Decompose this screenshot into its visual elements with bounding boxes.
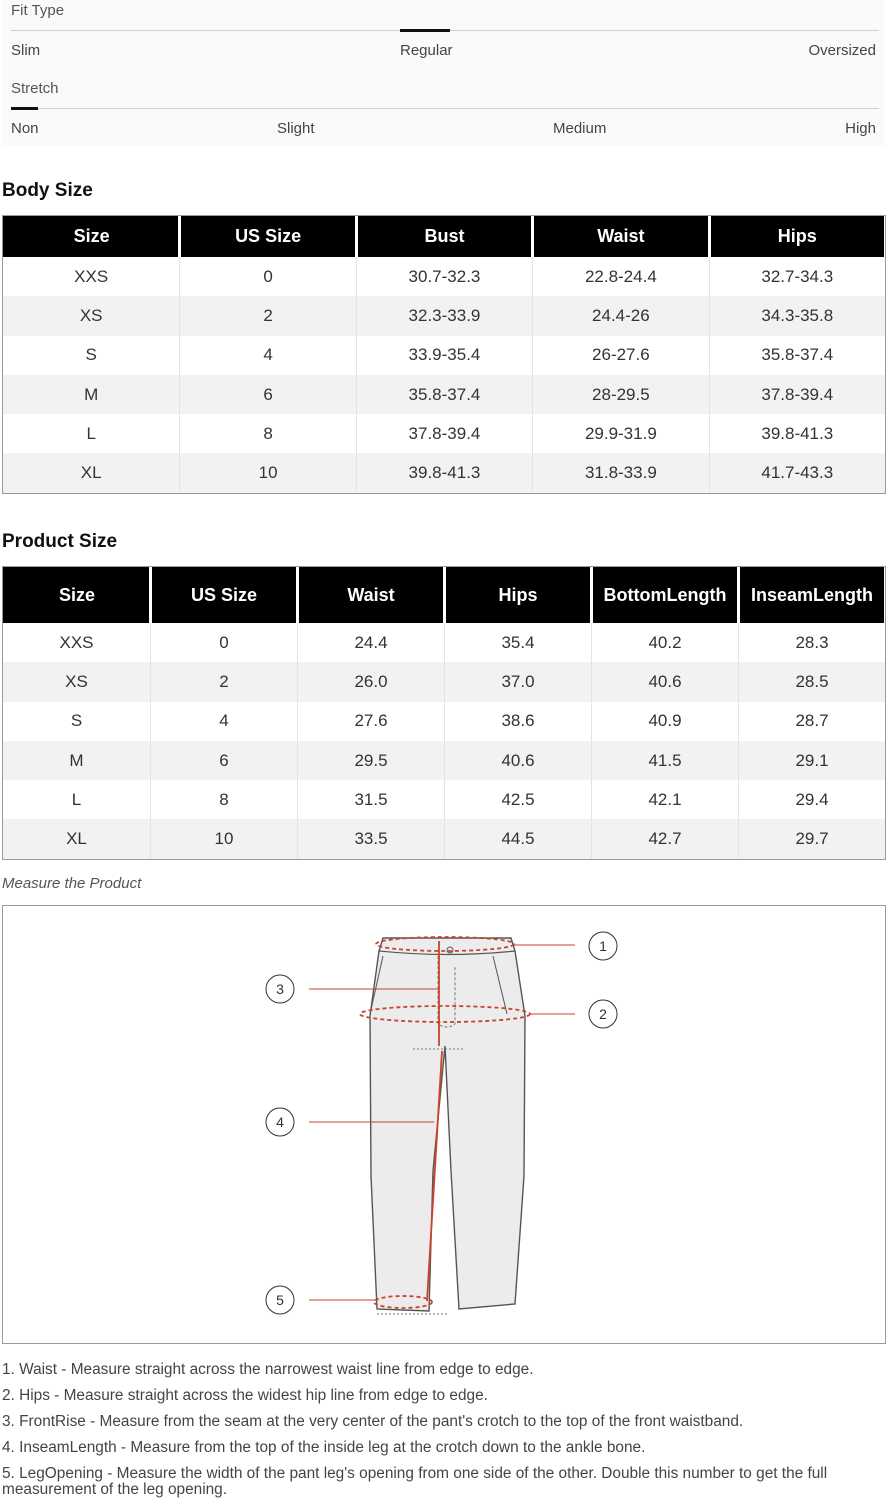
- callout-4: [266, 1108, 294, 1136]
- table-cell: 2: [179, 296, 355, 335]
- table-cell: S: [3, 702, 150, 741]
- pants-illustration-icon: [370, 938, 525, 1314]
- product-size-table: [2, 566, 886, 860]
- table-cell: 4: [179, 336, 355, 375]
- table-cell: 28.7: [738, 702, 885, 741]
- table-cell: 22.8-24.4: [532, 257, 708, 296]
- column-header: Hips: [444, 567, 591, 623]
- table-row: [3, 296, 885, 335]
- table-cell: XS: [3, 296, 179, 335]
- table-cell: 40.6: [591, 662, 738, 701]
- table-cell: 35.8-37.4: [709, 336, 885, 375]
- column-header: US Size: [179, 216, 355, 257]
- callout-3-label: 3: [276, 981, 284, 997]
- table-cell: 8: [150, 780, 297, 819]
- note-waist: 1. Waist - Measure straight across the narrowest waist line from edge to edge.: [2, 1361, 534, 1378]
- table-cell: M: [3, 741, 150, 780]
- table-cell: 31.5: [297, 780, 444, 819]
- table-cell: 26.0: [297, 662, 444, 701]
- table-cell: 6: [179, 375, 355, 414]
- table-cell: 24.4: [297, 623, 444, 662]
- table-row: [3, 741, 885, 780]
- stretch-label-non: Non: [11, 120, 39, 137]
- table-cell: 29.5: [297, 741, 444, 780]
- note-hips: 2. Hips - Measure straight across the widest hip line from edge to edge.: [2, 1387, 488, 1404]
- stretch-label-medium: Medium: [553, 120, 607, 137]
- callout-3: [266, 975, 294, 1003]
- column-header: [738, 567, 885, 623]
- table-cell: 28-29.5: [532, 375, 708, 414]
- table-cell: XS: [3, 662, 150, 701]
- table-cell: 37.0: [444, 662, 591, 701]
- table-cell: 10: [150, 819, 297, 858]
- table-row: [3, 780, 885, 819]
- table-cell: 37.8-39.4: [709, 375, 885, 414]
- table-row: [3, 414, 885, 453]
- table-row: [3, 375, 885, 414]
- measure-caption: Measure the Product: [2, 875, 142, 892]
- note-front-rise: 3. FrontRise - Measure from the seam at the very center of the pant's crotch to the top of the front waistband.: [2, 1413, 744, 1430]
- table-cell: 10: [179, 453, 355, 492]
- column-header: Bust: [356, 216, 532, 257]
- table-cell: 42.1: [591, 780, 738, 819]
- fit-type-selected-marker: [400, 29, 450, 32]
- table-cell: 29.1: [738, 741, 885, 780]
- fit-type-label-regular: Regular: [400, 42, 453, 59]
- table-cell: 38.6: [444, 702, 591, 741]
- table-cell: 35.4: [444, 623, 591, 662]
- column-header: Waist: [532, 216, 708, 257]
- fit-type-title: Fit Type: [11, 2, 65, 19]
- table-cell: 39.8-41.3: [709, 414, 885, 453]
- column-header: [591, 567, 738, 623]
- table-cell: 27.6: [297, 702, 444, 741]
- table-cell: 4: [150, 702, 297, 741]
- measure-diagram: [2, 905, 886, 1344]
- table-cell: 29.7: [738, 819, 885, 858]
- table-row: [3, 623, 885, 662]
- table-cell: 29.4: [738, 780, 885, 819]
- column-header: Size: [3, 216, 179, 257]
- table-cell: 33.5: [297, 819, 444, 858]
- table-cell: 42.7: [591, 819, 738, 858]
- table-cell: 41.5: [591, 741, 738, 780]
- callout-5: [266, 1286, 294, 1314]
- note-leg-opening: 5. LegOpening - Measure the width of the pant leg's opening from one side of the other. Double this number to get the full measurement of the leg opening.: [2, 1465, 828, 1498]
- table-cell: XL: [3, 453, 179, 492]
- table-cell: 29.9-31.9: [532, 414, 708, 453]
- pants-diagram: [3, 906, 885, 1343]
- table-cell: S: [3, 336, 179, 375]
- table-row: [3, 257, 885, 296]
- table-cell: 42.5: [444, 780, 591, 819]
- table-cell: 34.3-35.8: [709, 296, 885, 335]
- table-cell: 35.8-37.4: [356, 375, 532, 414]
- column-header-label: BottomLength: [603, 584, 727, 605]
- table-cell: 28.3: [738, 623, 885, 662]
- table-cell: 24.4-26: [532, 296, 708, 335]
- stretch-selected-marker: [11, 107, 38, 110]
- table-cell: 32.7-34.3: [709, 257, 885, 296]
- table-cell: 40.2: [591, 623, 738, 662]
- table-cell: 37.8-39.4: [356, 414, 532, 453]
- table-row: [3, 819, 885, 858]
- table-cell: 31.8-33.9: [532, 453, 708, 492]
- stretch-label-slight: Slight: [277, 120, 315, 137]
- callout-1: [589, 932, 617, 960]
- table-cell: 2: [150, 662, 297, 701]
- fit-type-label-oversized: Oversized: [808, 42, 876, 59]
- fit-type-label-slim: Slim: [11, 42, 41, 59]
- table-header-row: [3, 216, 885, 257]
- column-header: Hips: [709, 216, 885, 257]
- table-cell: 0: [150, 623, 297, 662]
- table-cell: 6: [150, 741, 297, 780]
- table-cell: M: [3, 375, 179, 414]
- table-row: [3, 453, 885, 492]
- table-cell: 28.5: [738, 662, 885, 701]
- callout-1-label: 1: [599, 938, 607, 954]
- body-size-title: Body Size: [2, 180, 93, 201]
- table-row: [3, 702, 885, 741]
- column-header: Size: [3, 567, 150, 623]
- table-cell: 41.7-43.3: [709, 453, 885, 492]
- table-cell: 44.5: [444, 819, 591, 858]
- table-cell: 40.6: [444, 741, 591, 780]
- table-cell: XXS: [3, 623, 150, 662]
- table-cell: L: [3, 780, 150, 819]
- table-cell: 39.8-41.3: [356, 453, 532, 492]
- product-size-title: Product Size: [2, 531, 118, 552]
- note-inseam-length: 4. InseamLength - Measure from the top of the inside leg at the crotch down to the ankle bone.: [2, 1439, 646, 1456]
- table-cell: 0: [179, 257, 355, 296]
- stretch-label-high: High: [845, 120, 876, 137]
- table-cell: 40.9: [591, 702, 738, 741]
- column-header-label: InseamLength: [750, 584, 874, 605]
- table-cell: 32.3-33.9: [356, 296, 532, 335]
- stretch-title: Stretch: [11, 80, 59, 97]
- table-row: [3, 336, 885, 375]
- callout-2: [589, 1000, 617, 1028]
- table-cell: 26-27.6: [532, 336, 708, 375]
- fit-panel: [2, 0, 884, 146]
- table-cell: L: [3, 414, 179, 453]
- callout-4-label: 4: [276, 1114, 284, 1130]
- table-row: [3, 662, 885, 701]
- table-cell: 8: [179, 414, 355, 453]
- column-header: Waist: [297, 567, 444, 623]
- body-size-table: [2, 215, 886, 494]
- table-cell: 30.7-32.3: [356, 257, 532, 296]
- measurement-notes: [2, 1357, 886, 1498]
- table-header-row: [3, 567, 885, 623]
- callout-2-label: 2: [599, 1006, 607, 1022]
- column-header: US Size: [150, 567, 297, 623]
- stretch-track: [11, 108, 879, 109]
- callout-5-label: 5: [276, 1292, 284, 1308]
- table-cell: 33.9-35.4: [356, 336, 532, 375]
- table-cell: XXS: [3, 257, 179, 296]
- table-cell: XL: [3, 819, 150, 858]
